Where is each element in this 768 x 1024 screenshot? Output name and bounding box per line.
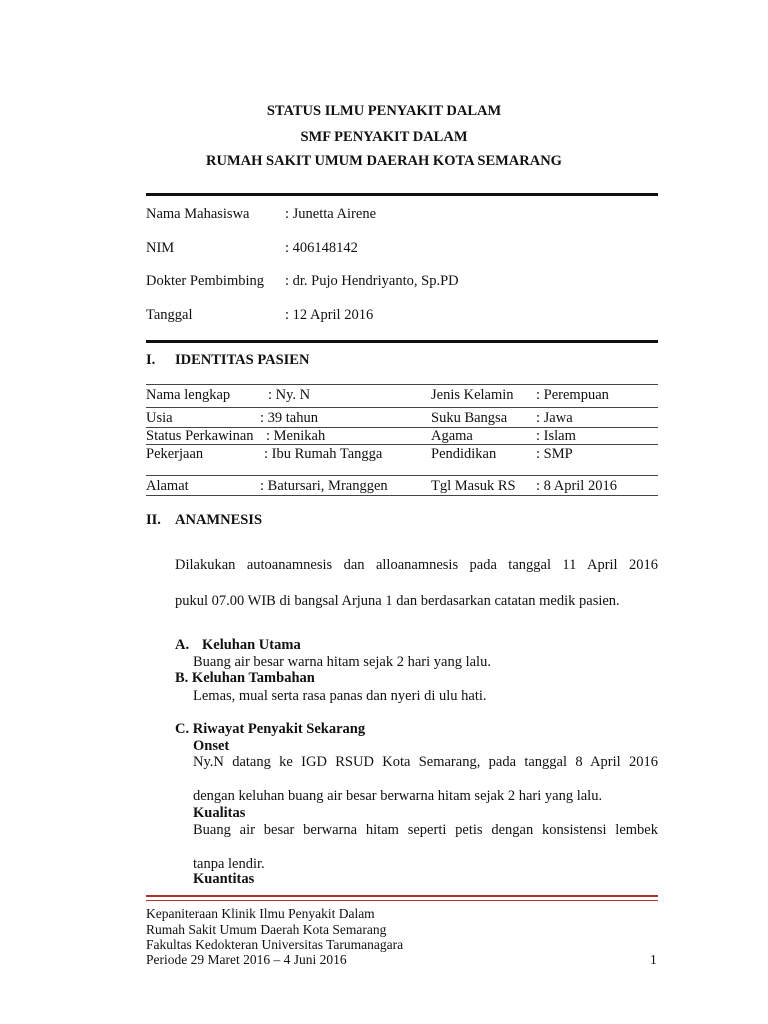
footer-line-4: Periode 29 Maret 2016 – 4 Juni 2016	[146, 952, 347, 967]
section-2-number: II.	[146, 512, 161, 528]
student-divider	[146, 340, 658, 343]
footer-divider	[146, 895, 658, 897]
additional-complaint-text: Lemas, mual serta rasa panas dan nyeri di ulu hati.	[193, 688, 487, 704]
onset-line-2: dengan keluhan buang air besar berwarna hitam sejak 2 hari yang lalu.	[193, 788, 603, 804]
age-label: Usia	[146, 410, 173, 426]
footer-line-1: Kepaniteraan Klinik Ilmu Penyakit Dalam	[146, 906, 375, 921]
section-1-heading: IDENTITAS PASIEN	[175, 352, 310, 368]
intro-line-1: Dilakukan autoanamnesis dan alloanamnesis pada tanggal 11 April 2016	[175, 557, 658, 573]
subsection-a-number: A.	[175, 637, 190, 653]
section-2-heading: ANAMNESIS	[175, 512, 263, 528]
ethnicity-value: : Jawa	[536, 410, 573, 426]
doctor-label: Dokter Pembimbing	[146, 273, 265, 289]
education-value: : SMP	[536, 446, 573, 462]
page-number: 1	[650, 952, 657, 967]
admission-date-label: Tgl Masuk RS	[431, 478, 516, 494]
table-rule	[146, 475, 658, 476]
nim-label: NIM	[146, 240, 175, 256]
header-divider	[146, 193, 658, 196]
quality-line-1: Buang air besar berwarna hitam seperti petis dengan konsistensi lembek	[193, 822, 658, 838]
occupation-value: : Ibu Rumah Tangga	[264, 446, 383, 462]
subsection-a-title: Keluhan Utama	[202, 637, 301, 653]
religion-label: Agama	[431, 428, 473, 444]
address-label: Alamat	[146, 478, 189, 494]
full-name-label: Nama lengkap	[146, 387, 231, 403]
admission-date-value: : 8 April 2016	[536, 478, 617, 494]
doctor-value: : dr. Pujo Hendriyanto, Sp.PD	[285, 273, 459, 289]
header-title-3: RUMAH SAKIT UMUM DAERAH KOTA SEMARANG	[206, 153, 562, 169]
marital-label: Status Perkawinan	[146, 428, 254, 444]
intro-line-2: pukul 07.00 WIB di bangsal Arjuna 1 dan berdasarkan catatan medik pasien.	[175, 593, 620, 609]
onset-line-1: Ny.N datang ke IGD RSUD Kota Semarang, pada tanggal 8 April 2016	[193, 754, 658, 770]
full-name-value: : Ny. N	[268, 387, 311, 403]
occupation-label: Pekerjaan	[146, 446, 204, 462]
table-rule	[146, 407, 658, 408]
ethnicity-label: Suku Bangsa	[431, 410, 508, 426]
age-value: : 39 tahun	[260, 410, 318, 426]
section-1-number: I.	[146, 352, 156, 368]
quality-line-2: tanpa lendir.	[193, 856, 265, 872]
date-value: : 12 April 2016	[285, 307, 374, 323]
student-name-value: : Junetta Airene	[285, 206, 377, 222]
chief-complaint-text: Buang air besar warna hitam sejak 2 hari yang lalu.	[193, 654, 491, 670]
table-rule	[146, 384, 658, 385]
table-rule	[146, 444, 658, 445]
footer-line-2: Rumah Sakit Umum Daerah Kota Semarang	[146, 922, 387, 937]
onset-title: Onset	[193, 738, 230, 754]
student-name-label: Nama Mahasiswa	[146, 206, 250, 222]
gender-label: Jenis Kelamin	[431, 387, 514, 403]
gender-value: : Perempuan	[536, 387, 609, 403]
marital-value: : Menikah	[266, 428, 326, 444]
education-label: Pendidikan	[431, 446, 497, 462]
subsection-c-title: C. Riwayat Penyakit Sekarang	[175, 721, 366, 737]
date-label: Tanggal	[146, 307, 193, 323]
header-title-2: SMF PENYAKIT DALAM	[300, 129, 468, 145]
table-rule	[146, 495, 658, 496]
quantity-title: Kuantitas	[193, 871, 255, 887]
religion-value: : Islam	[536, 428, 576, 444]
subsection-b-title: B. Keluhan Tambahan	[175, 670, 315, 686]
address-value: : Batursari, Mranggen	[260, 478, 388, 494]
nim-value: : 406148142	[285, 240, 358, 256]
footer-divider-thin	[146, 900, 658, 901]
header-title-1: STATUS ILMU PENYAKIT DALAM	[266, 103, 502, 119]
footer-line-3: Fakultas Kedokteran Universitas Tarumanagara	[146, 937, 404, 952]
quality-title: Kualitas	[193, 805, 246, 821]
